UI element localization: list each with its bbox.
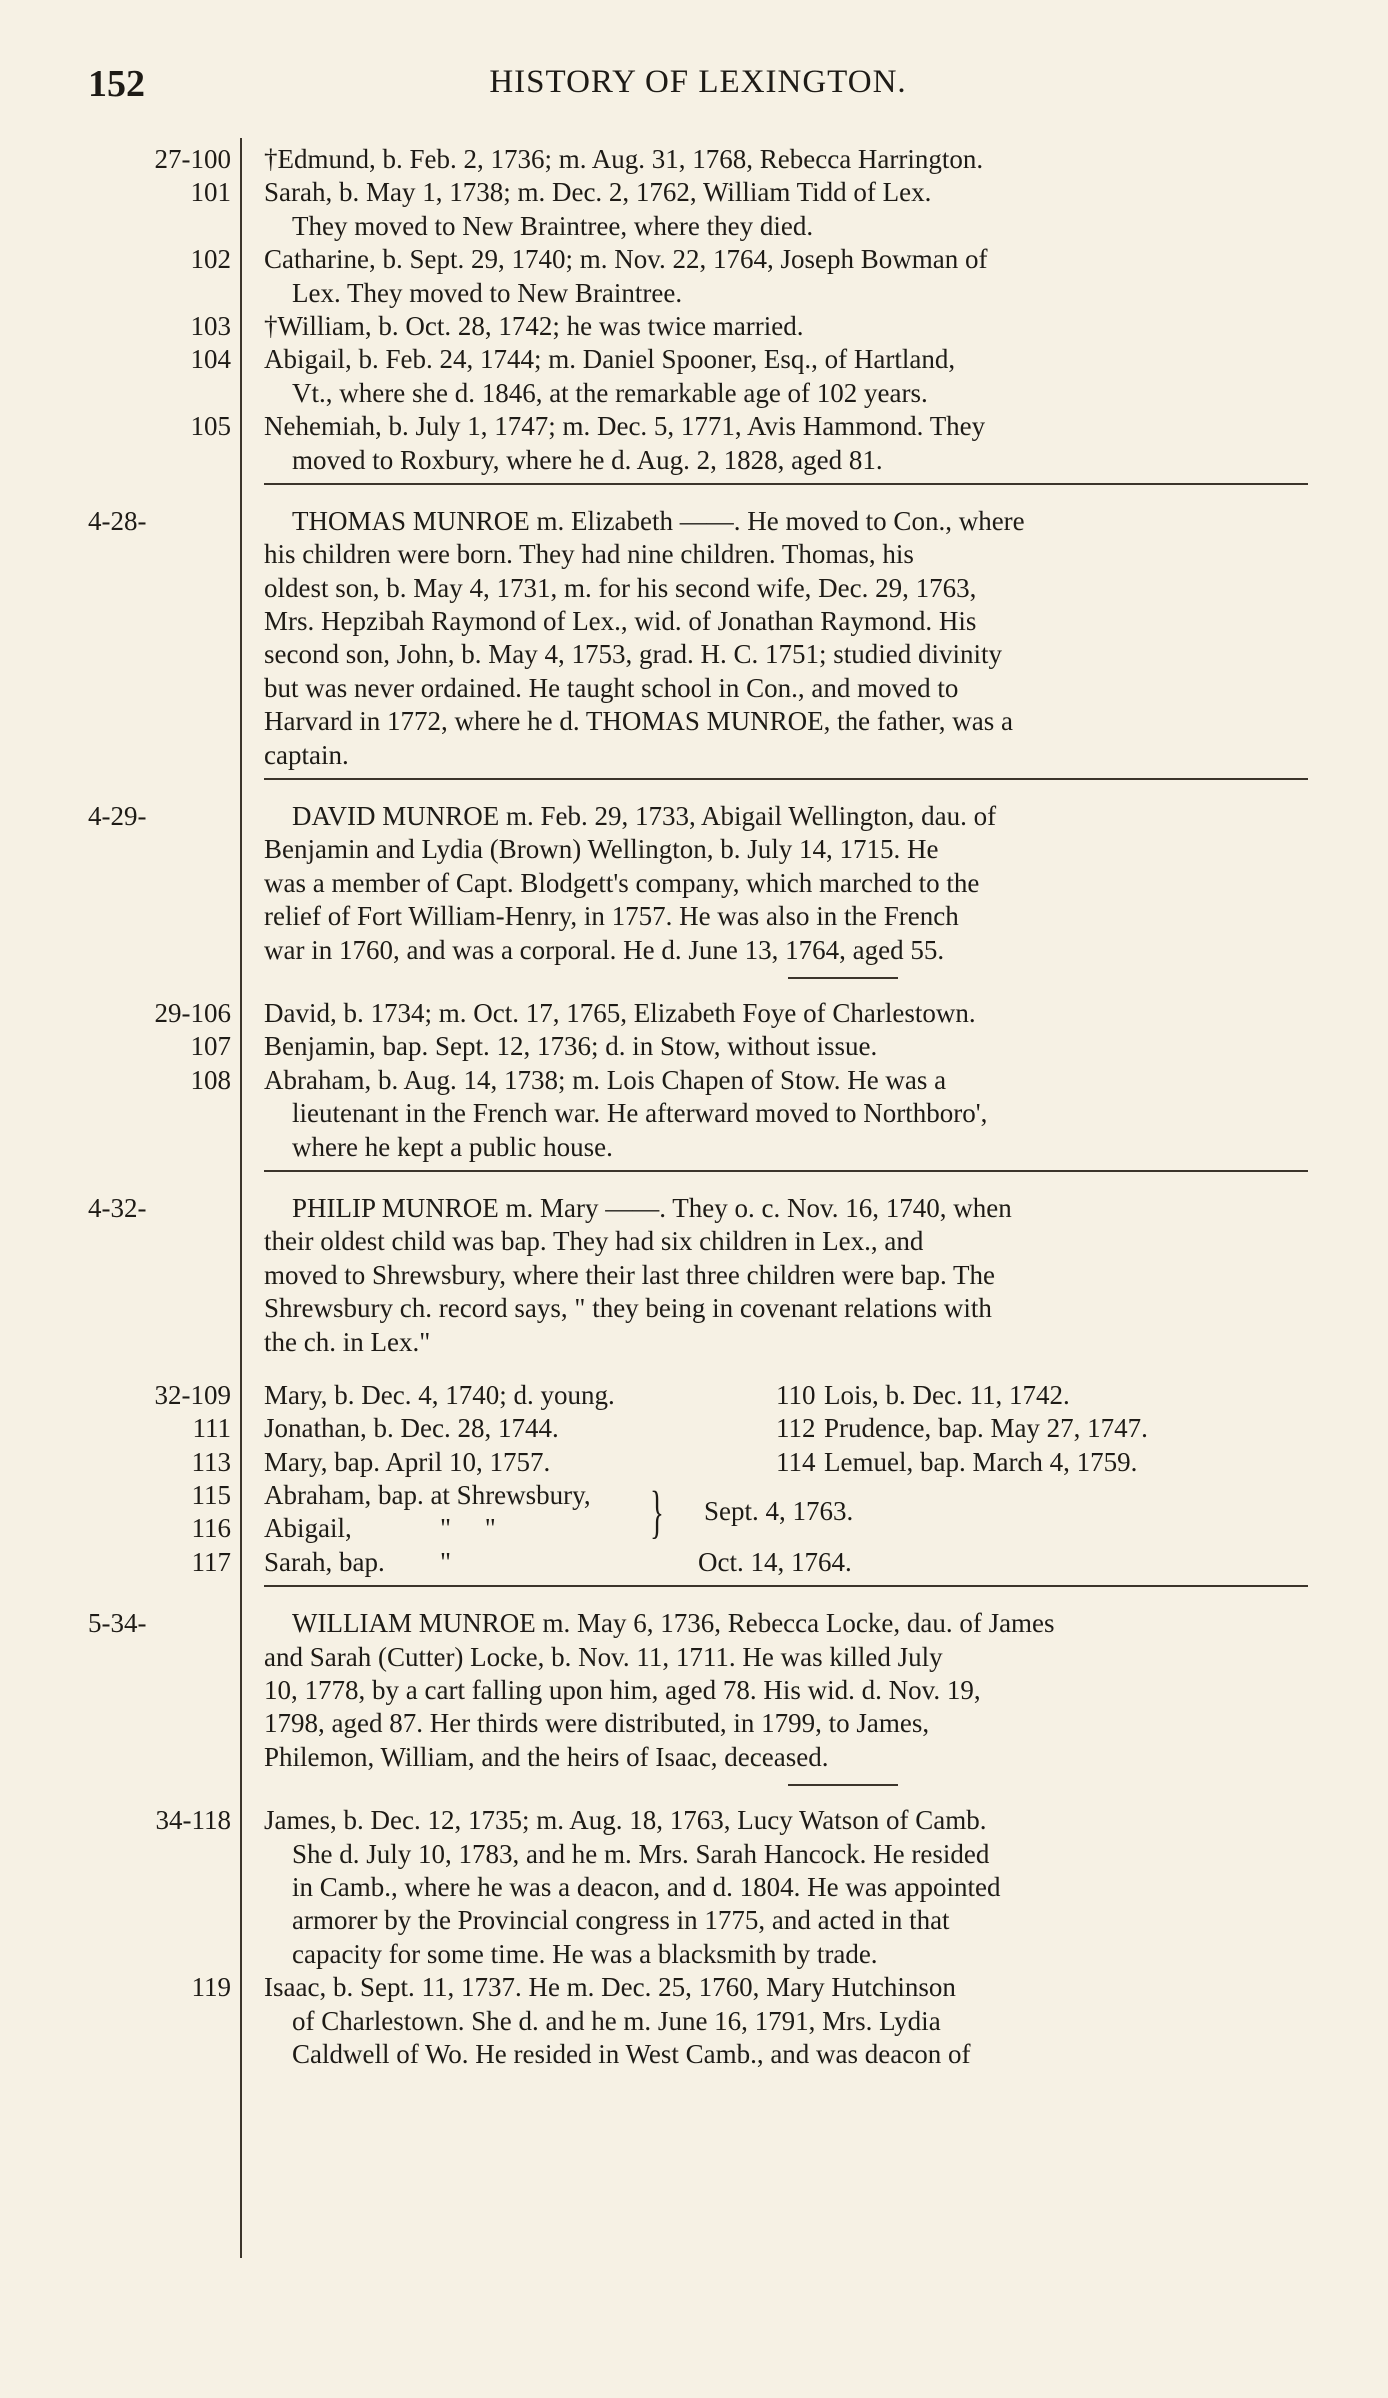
entry-number: 113 [191, 1446, 231, 1477]
entry-line [88, 1804, 1308, 1837]
paragraph-line [88, 1192, 1308, 1225]
paragraph-line [88, 605, 1308, 638]
family-number: 4-29- [88, 801, 147, 832]
ditto-marks: " [440, 1546, 452, 1577]
entry-line [88, 1838, 1308, 1871]
entry-number: 117 [191, 1546, 231, 1577]
entry-line [88, 1546, 1308, 1579]
paragraph-text: his children were born. They had nine children. Thomas, his [264, 539, 914, 570]
entry-line [88, 210, 1308, 243]
entry-number: 107 [190, 1031, 231, 1062]
paragraph-text: war in 1760, and was a corporal. He d. June 13, 1764, aged 55. [264, 934, 945, 965]
entry-line [88, 997, 1308, 1030]
entry-text: Caldwell of Wo. He resided in West Camb., and was deacon of [292, 2038, 971, 2069]
brace-group [88, 1479, 1308, 1546]
entry-text: Mary, b. Dec. 4, 1740; d. young. [264, 1379, 615, 1410]
entry-text: Prudence, bap. May 27, 1747. [824, 1413, 1148, 1444]
entry-line [88, 2038, 1308, 2071]
paragraph-line [88, 638, 1308, 671]
entry-text: †William, b. Oct. 28, 1742; he was twice married. [264, 310, 804, 341]
entry-number: 112 [776, 1413, 816, 1444]
entry-text: lieutenant in the French war. He afterward moved to Northboro', [292, 1098, 988, 1129]
entry-text: Abraham, b. Aug. 14, 1738; m. Lois Chapen of Stow. He was a [264, 1064, 947, 1095]
brace-icon: } [650, 1479, 664, 1545]
entry-number: 104 [190, 344, 231, 375]
entry-text: Abigail, [264, 1513, 352, 1544]
entry-line [88, 277, 1308, 310]
paragraph-text: 10, 1778, by a cart falling upon him, aged 78. His wid. d. Nov. 19, [264, 1675, 981, 1706]
paragraph-line [88, 672, 1308, 705]
entry-text: in Camb., where he was a deacon, and d. 1804. He was appointed [292, 1871, 1001, 1902]
entry-text: Lois, b. Dec. 11, 1742. [824, 1379, 1070, 1410]
entry-number: 115 [191, 1480, 231, 1511]
paragraph-text: relief of Fort William-Henry, in 1757. He was also in the French [264, 901, 959, 932]
entry-number: 34-118 [155, 1805, 231, 1836]
paragraph-text: Mrs. Hepzibah Raymond of Lex., wid. of Jonathan Raymond. His [264, 606, 977, 637]
entry-text: Sept. 4, 1763. [704, 1496, 854, 1527]
entry-line [88, 1446, 1308, 1479]
paragraph-line [88, 705, 1308, 738]
running-title: HISTORY OF LEXINGTON. [489, 64, 907, 100]
paragraph-text: the ch. in Lex." [264, 1326, 431, 1357]
paragraph-line [88, 1674, 1308, 1707]
entry-line [88, 243, 1308, 276]
entry-text: They moved to New Braintree, where they died. [292, 210, 814, 241]
entry-number: 111 [192, 1413, 231, 1444]
entry-text: capacity for some time. He was a blacksmith by trade. [292, 1938, 878, 1969]
entry-text: moved to Roxbury, where he d. Aug. 2, 1828, aged 81. [292, 444, 883, 475]
family-number: 4-28- [88, 505, 147, 536]
children-divider [788, 977, 898, 979]
page-number: 152 [88, 63, 145, 105]
entry-text: Sarah, b. May 1, 1738; m. Dec. 2, 1762, William Tidd of Lex. [264, 177, 932, 208]
entry-line [88, 1904, 1308, 1937]
genealogy-text [88, 143, 1308, 2071]
ditto-marks: " " [440, 1513, 496, 1544]
paragraph-line [88, 1225, 1308, 1258]
paragraph-line [88, 1641, 1308, 1674]
entry-line [88, 1971, 1308, 2004]
paragraph-text: Harvard in 1772, where he d. THOMAS MUNROE, the father, was a [264, 706, 1013, 737]
entry-number: 101 [190, 177, 231, 208]
entry-text: of Charlestown. She d. and he m. June 16, 1791, Mrs. Lydia [292, 2005, 941, 2036]
entry-text: Nehemiah, b. July 1, 1747; m. Dec. 5, 1771, Avis Hammond. They [264, 411, 986, 442]
entry-line [88, 1064, 1308, 1097]
entry-number: 27-100 [154, 144, 231, 174]
paragraph-text: oldest son, b. May 4, 1731, m. for his second wife, Dec. 29, 1763, [264, 572, 977, 603]
entry-text: Sarah, bap. [264, 1546, 385, 1577]
entry-number: 103 [190, 310, 231, 341]
section-divider [264, 1585, 1308, 1587]
children-divider [788, 1784, 898, 1786]
entry-number: 102 [190, 244, 231, 275]
entry-line [88, 1938, 1308, 1971]
entry-text: armorer by the Provincial congress in 1775, and acted in that [292, 1905, 950, 1936]
paragraph-text: THOMAS MUNROE m. Elizabeth ——. He moved to Con., where [292, 505, 1025, 536]
entry-line [88, 1512, 1308, 1545]
paragraph-line [88, 1292, 1308, 1325]
entry-line [88, 1379, 1308, 1412]
entry-number: 116 [191, 1513, 231, 1544]
entry-text: †Edmund, b. Feb. 2, 1736; m. Aug. 31, 1768, Rebecca Harrington. [264, 144, 984, 174]
paragraph-text: their oldest child was bap. They had six children in Lex., and [264, 1226, 924, 1257]
entry-text: Isaac, b. Sept. 11, 1737. He m. Dec. 25, 1760, Mary Hutchinson [264, 1972, 956, 2003]
paragraph-line [88, 900, 1308, 933]
paragraph-text: Shrewsbury ch. record says, " they being in covenant relations with [264, 1293, 992, 1324]
entry-line [88, 310, 1308, 343]
entry-line [88, 143, 1308, 176]
entry-line [88, 2005, 1308, 2038]
entry-text: Benjamin, bap. Sept. 12, 1736; d. in Stow, without issue. [264, 1031, 878, 1062]
entry-text: David, b. 1734; m. Oct. 17, 1765, Elizabeth Foye of Charlestown. [264, 997, 976, 1028]
paragraph-line [88, 739, 1308, 772]
paragraph-line [88, 1707, 1308, 1740]
paragraph-text: DAVID MUNROE m. Feb. 29, 1733, Abigail Wellington, dau. of [292, 801, 997, 832]
section-divider [264, 483, 1308, 485]
paragraph-text: and Sarah (Cutter) Locke, b. Nov. 11, 1711. He was killed July [264, 1641, 943, 1672]
paragraph-line [88, 800, 1308, 833]
paragraph-text: PHILIP MUNROE m. Mary ——. They o. c. Nov. 16, 1740, when [292, 1192, 1012, 1223]
entry-line [88, 1412, 1308, 1445]
entry-text: James, b. Dec. 12, 1735; m. Aug. 18, 1763, Lucy Watson of Camb. [264, 1805, 987, 1836]
paragraph-line [88, 934, 1308, 967]
section-divider [264, 1170, 1308, 1172]
paragraph-text: Philemon, William, and the heirs of Isaac, deceased. [264, 1741, 829, 1772]
page-header [88, 62, 1308, 122]
entry-text: She d. July 10, 1783, and he m. Mrs. Sarah Hancock. He resided [292, 1838, 990, 1869]
entry-number: 114 [776, 1446, 816, 1477]
entry-line [88, 176, 1308, 209]
entry-text: Catharine, b. Sept. 29, 1740; m. Nov. 22, 1764, Joseph Bowman of [264, 244, 988, 275]
family-number: 5-34- [88, 1608, 147, 1639]
paragraph-line [88, 1607, 1308, 1640]
paragraph-line [88, 1326, 1308, 1359]
entry-text: Lex. They moved to New Braintree. [292, 277, 683, 308]
entry-number: 32-109 [154, 1379, 231, 1410]
paragraph-text: 1798, aged 87. Her thirds were distributed, in 1799, to James, [264, 1708, 930, 1739]
entry-line [88, 1030, 1308, 1063]
entry-number: 29-106 [154, 997, 231, 1028]
entry-line [88, 1131, 1308, 1164]
paragraph-text: WILLIAM MUNROE m. May 6, 1736, Rebecca Locke, dau. of James [292, 1608, 1055, 1639]
entry-line [88, 1097, 1308, 1130]
entry-number: 108 [190, 1064, 231, 1095]
entry-text: Abraham, bap. at Shrewsbury, [264, 1480, 591, 1511]
entry-text: Oct. 14, 1764. [698, 1546, 852, 1577]
paragraph-line [88, 833, 1308, 866]
entry-line [88, 444, 1308, 477]
paragraph-line [88, 1741, 1308, 1774]
section-divider [264, 778, 1308, 780]
paragraph-line [88, 572, 1308, 605]
entry-text: Jonathan, b. Dec. 28, 1744. [264, 1413, 559, 1444]
paragraph-line [88, 505, 1308, 538]
entry-number: 110 [776, 1379, 816, 1410]
entry-text: Lemuel, bap. March 4, 1759. [824, 1446, 1138, 1477]
entry-text: where he kept a public house. [292, 1131, 613, 1162]
entry-line [88, 1479, 1308, 1512]
paragraph-text: was a member of Capt. Blodgett's company, which marched to the [264, 867, 980, 898]
paragraph-text: moved to Shrewsbury, where their last three children were bap. The [264, 1259, 996, 1290]
entry-line [88, 1871, 1308, 1904]
family-number: 4-32- [88, 1192, 147, 1223]
entry-text: Mary, bap. April 10, 1757. [264, 1446, 551, 1477]
entry-line [88, 343, 1308, 376]
paragraph-text: captain. [264, 739, 349, 770]
paragraph-line [88, 867, 1308, 900]
entry-text: Vt., where she d. 1846, at the remarkable age of 102 years. [292, 377, 928, 408]
entry-line [88, 410, 1308, 443]
paragraph-line [88, 1259, 1308, 1292]
entry-line [88, 377, 1308, 410]
entry-text: Abigail, b. Feb. 24, 1744; m. Daniel Spooner, Esq., of Hartland, [264, 344, 956, 375]
entry-number: 119 [191, 1972, 231, 2003]
paragraph-line [88, 538, 1308, 571]
paragraph-text: second son, John, b. May 4, 1753, grad. H. C. 1751; studied divinity [264, 639, 1002, 670]
paragraph-text: but was never ordained. He taught school in Con., and moved to [264, 672, 959, 703]
paragraph-text: Benjamin and Lydia (Brown) Wellington, b. July 14, 1715. He [264, 834, 939, 865]
entry-number: 105 [190, 411, 231, 442]
